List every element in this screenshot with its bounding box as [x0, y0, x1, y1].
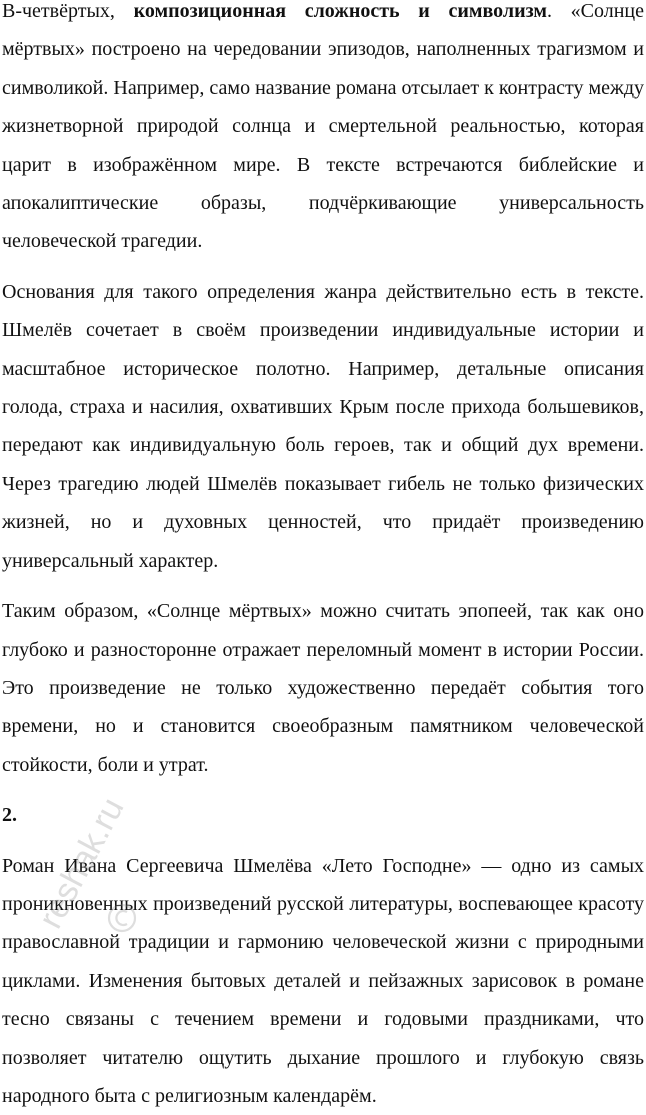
paragraph-composition [0, 0, 646, 261]
paragraph-lead: В-четвёртых, [2, 0, 134, 22]
paragraph-genre-grounds: Основания для такого определения жанра действительно есть в тексте. Шмелёв сочетает в своём произведении индивидуальные истории и масштабное историческое полотно. Например, детальные описания голода, страха и насилия, охвативших Крым после прихода большевиков, передают как индивидуальную боль героев, так и общий дух времени. Через трагедию людей Шмелёв показывает гибель не только физических жизней, но и духовных ценностей, что придаёт произведению универсальный характер. [2, 280, 644, 572]
paragraph-conclusion: Таким образом, «Солнце мёртвых» можно считать эпопеей, так как оно глубоко и разносторонне отражает переломный момент в истории России. Это произведение не только художественно передаёт события того времени, но и становится своеобразным памятником человеческой стойкости, боли и утрат. [2, 600, 644, 776]
paragraph-rest: . «Солнце мёртвых» построено на чередовании эпизодов, наполненных трагизмом и символикой. Например, само название романа отсылает к контрасту между жизнетворной природой солнца и смертельной реальностью, которая царит в изображённом мире. В тексте встречаются библейские и апокалиптические образы, подчёркивающие универсальность человеческой трагедии. [2, 0, 644, 253]
paragraph-leto-gospodne: Роман Ивана Сергеевича Шмелёва «Лето Господне» — одно из самых проникновенных произведений русской литературы, воспевающее красоту православной традиции и гармонию человеческой жизни с природными циклами. Изменения бытовых деталей и пейзажных зарисовок в романе тесно связаны с течением времени и годовыми праздниками, что позволяет читателю ощутить дыхание прошлого и глубокую связь народного быта с религиозным календарём. [2, 854, 644, 1107]
watermark-text: reshak.ru [31, 791, 132, 935]
section-number: 2. [2, 804, 17, 827]
bold-phrase: композиционная сложность и символизм [133, 0, 547, 22]
